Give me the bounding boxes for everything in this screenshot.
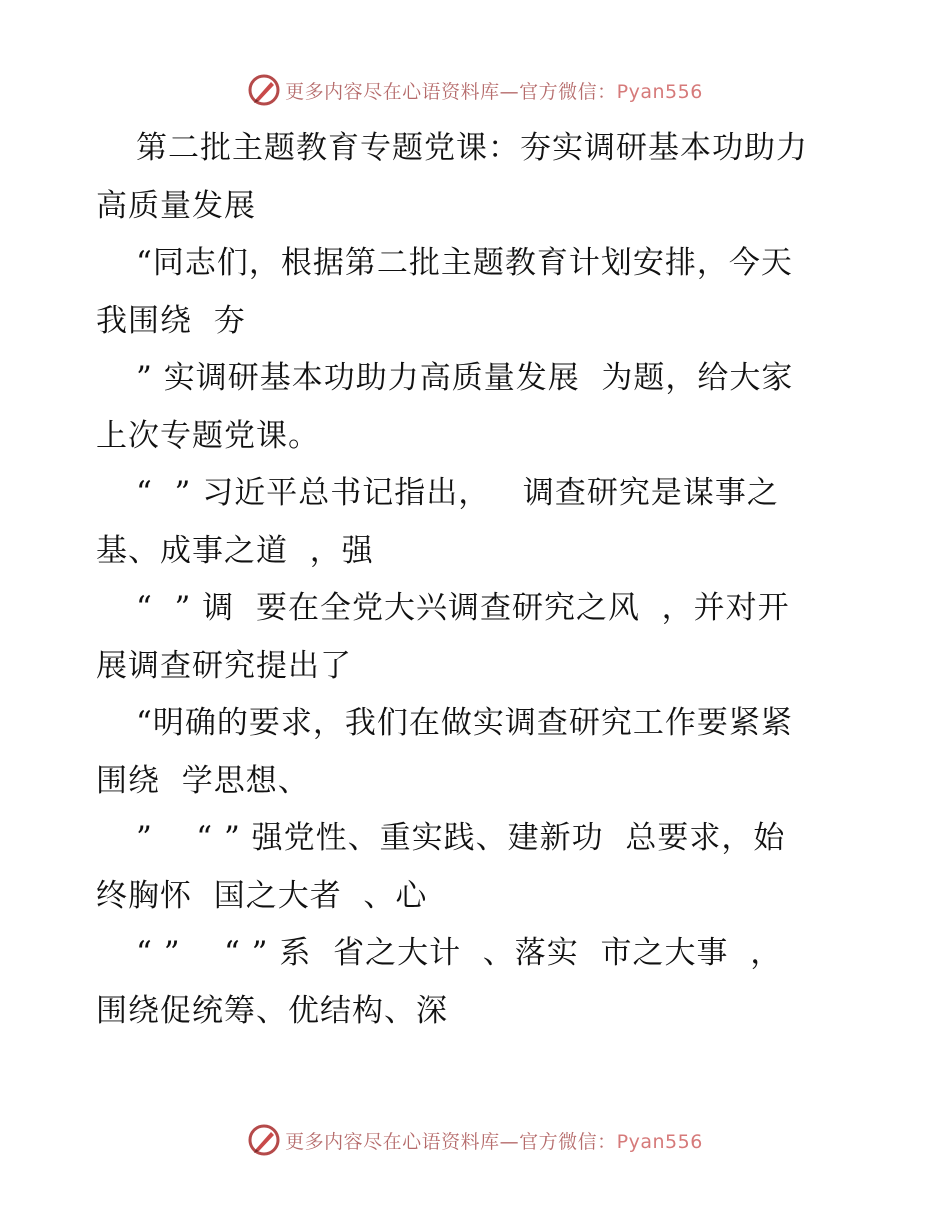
text-line: “明确的要求，我们在做实调查研究工作要紧紧: [136, 705, 793, 741]
footer-watermark: [0, 1120, 950, 1160]
text-line: “同志们，根据第二批主题教育计划安排，今天: [136, 245, 793, 281]
text-line: 基、成事之道 ，强: [96, 532, 374, 569]
pen-logo-icon: [247, 73, 281, 107]
text-line: “ ” 调 要在全党大兴调查研究之风 ，并对开: [136, 590, 790, 626]
watermark-text: 更多内容尽在心语资料库—官方微信：Pyan556: [285, 1130, 703, 1153]
text-line: ” “ ” 强党性、重实践、建新功 总要求，始: [136, 820, 786, 856]
text-line: ” 实调研基本功助力高质量发展 为题，给大家: [136, 360, 794, 396]
text-line: 终胸怀 国之大者 、心: [96, 877, 428, 914]
text-line: 第二批主题教育专题党课：夯实调研基本功助力: [136, 130, 808, 166]
text-line: 围绕 学思想、: [96, 762, 310, 799]
text-line: “ ” 习近平总书记指出， 调查研究是谋事之: [136, 475, 779, 511]
document-body: [96, 120, 856, 1040]
header-watermark: [0, 70, 950, 110]
text-line: 高质量发展: [96, 187, 256, 224]
text-line: “ ” “ ” 系 省之大计 、落实 市之大事 ，: [136, 935, 783, 971]
watermark-text: 更多内容尽在心语资料库—官方微信：Pyan556: [285, 80, 703, 103]
text-line: 围绕促统筹、优结构、深: [96, 992, 448, 1029]
text-line: 我围绕 夯: [96, 302, 246, 339]
text-line: 上次专题党课。: [96, 417, 320, 454]
pen-logo-icon: [247, 1123, 281, 1157]
text-line: 展调查研究提出了: [96, 647, 352, 684]
